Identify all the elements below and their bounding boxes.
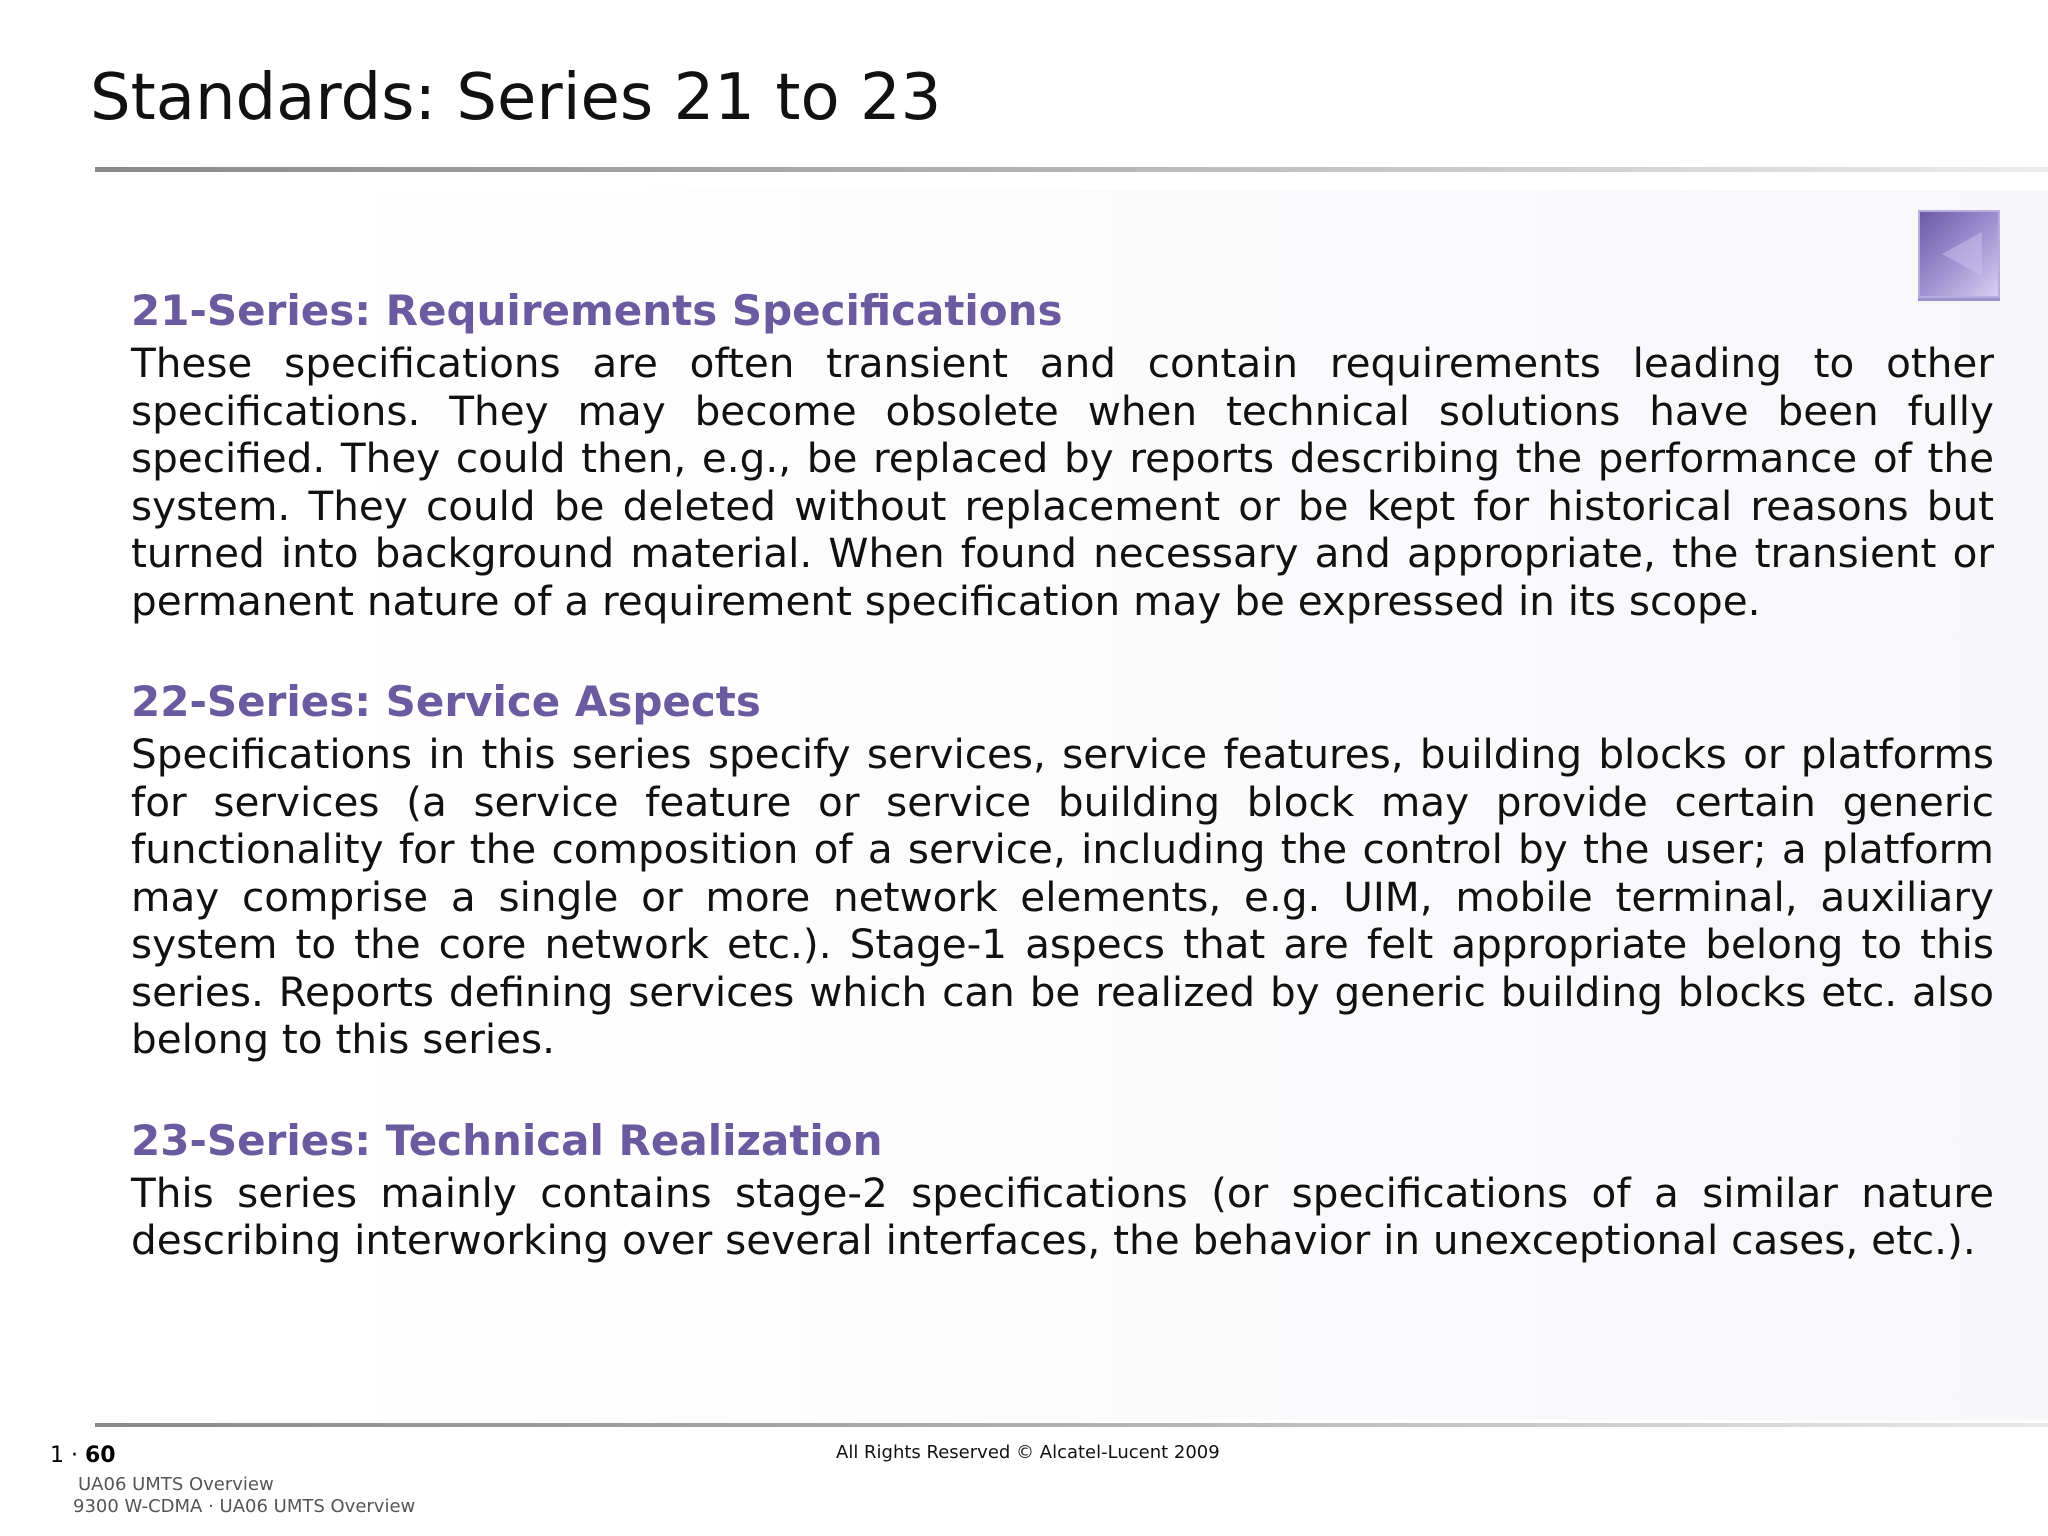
section-23-series (131, 1112, 1994, 1265)
footer-divider (95, 1423, 2048, 1427)
section-21-series (131, 282, 1994, 625)
footer-course-title: UA06 UMTS Overview (78, 1474, 274, 1495)
page-separator: · (64, 1443, 85, 1468)
section-heading: 22-Series: Service Aspects (131, 677, 761, 726)
section-22-series (131, 673, 1994, 1064)
page-index: 60 (84, 1443, 116, 1468)
page-number (50, 1443, 116, 1469)
copyright-notice: All Rights Reserved © Alcatel-Lucent 2009 (836, 1442, 1220, 1463)
footer-product-title: 9300 W-CDMA · UA06 UMTS Overview (73, 1496, 416, 1517)
section-heading: 21-Series: Requirements Specifications (131, 286, 1063, 335)
chapter-number: 1 (50, 1443, 64, 1468)
title-divider (95, 167, 2048, 172)
section-body: These specifications are often transient and contain requirements leading to other specifications. They may become obsolete when technical solutions have been fully specified. They could then, e.g., be replaced by reports describing the performance of the system. They could be deleted without replacement or be kept for historical reasons but turned into background material. When found necessary and appropriate, the transient or permanent nature of a requirement specification may be expressed in its scope. (131, 339, 1994, 625)
section-body: This series mainly contains stage-2 specifications (or specifications of a similar nature describing interworking over several interfaces, the behavior in unexceptional cases, etc.). (131, 1168, 1994, 1264)
page-title: Standards: Series 21 to 23 (90, 61, 942, 135)
section-body: Specifications in this series specify services, service features, building blocks or platforms for services (a service feature or service building block may provide certain generic functionality for the composition of a service, including the control by the user; a platform may comprise a single or more network elements, e.g. UIM, mobile terminal, auxiliary system to the core network etc.). Stage-1 aspecs that are felt appropriate belong to this series. Reports defining services which can be realized by generic building blocks etc. also belong to this series. (131, 730, 1994, 1063)
section-heading: 23-Series: Technical Realization (131, 1115, 883, 1165)
slide-content (131, 282, 1994, 1313)
